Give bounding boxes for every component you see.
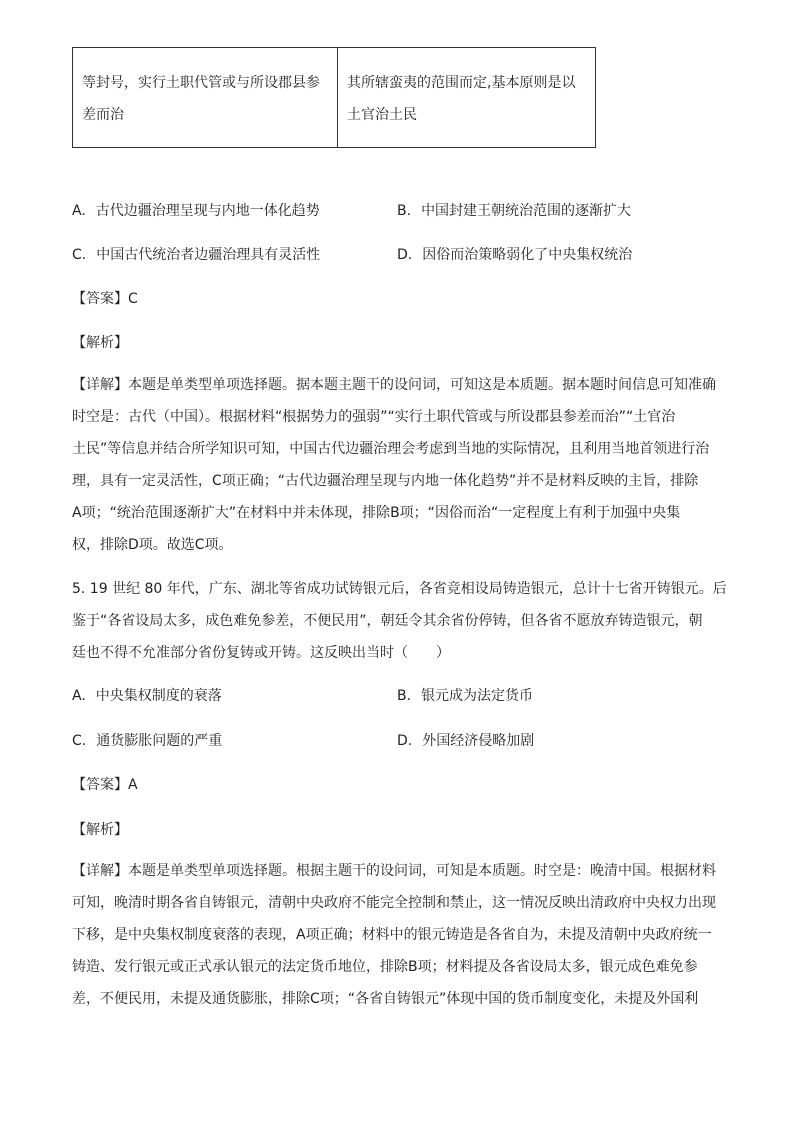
- material-table: [72, 47, 596, 148]
- table-cell-line: 其所辖蛮夷的范围而定,基本原则是以: [347, 75, 576, 91]
- paragraph-line: 【详解】本题是单类型单项选择题。据本题主题干的设问词，可知这是本质题。据本题时间信息可知准确: [72, 377, 716, 393]
- option-text: 因俗而治策略弱化了中央集权统治: [422, 247, 633, 263]
- paragraph-line: 铸造、发行银元或正式承认银元的法定货币地位，排除B项；材料提及各省设局太多，银元成色难免参: [72, 959, 698, 975]
- paragraph-line: 土民”等信息并结合所学知识可知，中国古代边疆治理会考虑到当地的实际情况，且利用当地首领进行治: [72, 441, 710, 457]
- q4-option-d[interactable]: [397, 244, 632, 264]
- paragraph-line: 可知，晚清时期各省自铸银元，清朝中央政府不能完全控制和禁止，这一情况反映出清政府中央权力出现: [72, 895, 716, 911]
- q4-detail-paragraph: [72, 369, 722, 561]
- option-letter: C.: [72, 247, 87, 263]
- paragraph-line: 时空是：古代（中国）。根据材料“根据势力的强弱”“实行土职代管或与所设郡县参差而治”“土官治: [72, 409, 676, 425]
- table-cell-line: 差而治: [82, 107, 124, 123]
- q5-option-a[interactable]: [72, 685, 222, 705]
- option-text: 中国封建王朝统治范围的逐渐扩大: [421, 203, 632, 219]
- table-cell-left: [73, 48, 338, 148]
- paragraph-line: A项；“统治范围逐渐扩大”在材料中并未体现，排除B项；“因俗而治“一定程度上有利于加强中央集: [72, 505, 681, 521]
- paragraph-line: 下移，是中央集权制度衰落的表现，A项正确；材料中的银元铸造是各省自为，未提及清朝中央政府统一: [72, 927, 712, 943]
- q4-answer: [72, 288, 138, 308]
- paragraph-line: 5. 19 世纪 80 年代，广东、湖北等省成功试铸银元后，各省竞相设局铸造银元，总计十七省开铸银元。后: [72, 581, 727, 597]
- option-letter: A.: [72, 688, 86, 704]
- answer-value: A: [128, 777, 138, 793]
- q5-option-d[interactable]: [397, 730, 534, 750]
- q5-option-c[interactable]: [72, 730, 222, 750]
- q4-option-a[interactable]: [72, 200, 320, 220]
- table-cell-right: [338, 48, 596, 148]
- q5-stem: [72, 573, 727, 669]
- option-letter: B.: [397, 203, 412, 219]
- option-letter: C.: [72, 733, 87, 749]
- paragraph-line: 廷也不得不允准部分省份复铸或开铸。这反映出当时（ ）: [72, 645, 450, 661]
- q5-detail-paragraph: [72, 855, 722, 1015]
- paragraph-line: 权，排除D项。故选C项。: [72, 537, 233, 553]
- option-text: 银元成为法定货币: [421, 688, 534, 704]
- option-text: 外国经济侵略加剧: [422, 733, 535, 749]
- option-letter: A.: [72, 203, 86, 219]
- paragraph-line: 【详解】本题是单类型单项选择题。根据主题干的设问词，可知是本质题。时空是：晚清中国。根据材料: [72, 863, 716, 879]
- table-row: [73, 48, 596, 148]
- paragraph-line: 理，具有一定灵活性，C项正确；“古代边疆治理呈现与内地一体化趋势”并不是材料反映的主旨，排除: [72, 473, 699, 489]
- option-letter: B.: [397, 688, 412, 704]
- table-cell-line: 土官治土民: [347, 107, 417, 123]
- answer-value: C: [128, 291, 138, 307]
- paragraph-line: 鉴于“各省设局太多，成色难免参差，不便民用”，朝廷令其余省份停铸，但各省不愿放弃铸造银元，朝: [72, 613, 703, 629]
- q5-analysis-heading: 【解析】: [72, 822, 128, 838]
- option-letter: D.: [397, 733, 413, 749]
- q5-answer: [72, 774, 138, 794]
- option-letter: D.: [397, 247, 413, 263]
- q4-option-b[interactable]: [397, 200, 631, 220]
- q4-option-c[interactable]: [72, 244, 320, 264]
- option-text: 通货膨胀问题的严重: [96, 733, 223, 749]
- option-text: 中央集权制度的衰落: [95, 688, 222, 704]
- q4-analysis-heading: 【解析】: [72, 335, 128, 351]
- q5-option-b[interactable]: [397, 685, 533, 705]
- option-text: 中国古代统治者边疆治理具有灵活性: [96, 247, 321, 263]
- table-cell-line: 等封号，实行土职代管或与所设郡县参: [82, 75, 320, 91]
- paragraph-line: 差，不便民用，未提及通货膨胀，排除C项；“各省自铸银元”体现中国的货币制度变化，未提及外国利: [72, 991, 699, 1007]
- answer-tag: 【答案】: [72, 777, 128, 793]
- answer-tag: 【答案】: [72, 291, 128, 307]
- option-text: 古代边疆治理呈现与内地一体化趋势: [95, 203, 320, 219]
